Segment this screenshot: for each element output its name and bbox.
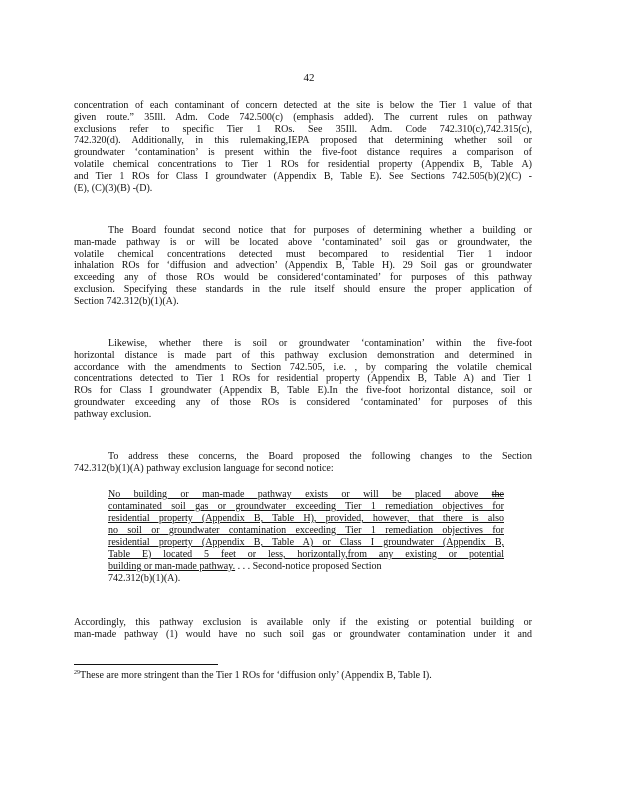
footnote-text: These are more stringent than the Tier 1 ROs for ‘diffusion only’ (Appendix B, Table I). <box>80 670 432 681</box>
p3-line: horizontal distance is made part of this pathway exclusion demonstration and determined in <box>74 349 532 361</box>
paragraph-4 <box>74 451 532 475</box>
p1-line: 742.320(d). Additionally, in this rulemaking,IEPA proposed that determining whether soil or <box>74 135 532 147</box>
p3-line: concentrations detected to Tier 1 ROs for residential property (Appendix B, Table A) and Tier 1 <box>74 373 532 385</box>
quote-line: residential property (Appendix B, Table H), provided, however, that there is also <box>108 513 504 524</box>
quote-citation: . . . Second-notice proposed Section <box>235 561 382 572</box>
p5-line: man-made pathway (1) would have no such soil gas or groundwater contamination under it and <box>74 628 532 640</box>
page-number: 42 <box>303 72 315 84</box>
quote-line <box>108 489 504 501</box>
quote-line: 742.312(b)(1)(A). <box>108 573 181 584</box>
footnote <box>74 670 432 681</box>
p2-line: exclusion. Specifying these standards in the rule itself should ensure the proper application of <box>74 283 532 295</box>
p2-line: The Board foundat second notice that for purposes of determining whether a building or <box>108 225 532 236</box>
p1-line: exclusions refer to specific Tier 1 ROs. See 35Ill. Adm. Code 742.310(c),742.315(c), <box>74 123 532 135</box>
p1-line: volatile chemical concentrations to Tier 1 ROs for residential property (Appendix B, Table A) <box>74 158 532 170</box>
p3-line: accordance with the amendments to Section 742.505, i.e. , by comparing the volatile chemical <box>74 361 532 373</box>
quote-line: Table E) located 5 feet or less, horizontally,from any existing or potential <box>108 549 504 560</box>
paragraph-5 <box>74 617 532 641</box>
p2-line: exceeding any of those ROs would be considered‘contaminated’ for purposes of this pathway <box>74 272 532 284</box>
p2-line: man-made pathway is or will be located above ‘contaminated’ soil gas or groundwater, the <box>74 236 532 248</box>
footnote-mark: 29 <box>74 670 80 676</box>
p1-line: given route.” 35Ill. Adm. Code 742.500(c) (emphasis added). The current rules on pathway <box>74 111 532 123</box>
p4-line: 742.312(b)(1)(A) pathway exclusion language for second notice: <box>74 462 334 474</box>
p1-line: and Tier 1 ROs for Class I groundwater (Appendix B, Table E). See Sections 742.505(b)(2)(C) - <box>74 170 532 182</box>
struck-text: the <box>491 489 504 500</box>
quote-line: residential property (Appendix B, Table A) or Class I groundwater (Appendix B, <box>108 537 504 548</box>
p3-line: ROs for Class I groundwater (Appendix B, Table E).In the five-foot horizontal distance, soil or <box>74 385 532 397</box>
p1-line: concentration of each contaminant of concern detected at the site is below the Tier 1 value of that <box>74 100 532 111</box>
quote-line: no soil or groundwater contamination exceeding Tier 1 remediation objectives for <box>108 525 504 536</box>
p2-line: Section 742.312(b)(1)(A). <box>74 295 179 307</box>
quote-line: contaminated soil gas or groundwater exceeding Tier 1 remediation objectives for <box>108 501 504 512</box>
p2-line: volatile chemical concentrations detected must becompared to residential Tier 1 indoor <box>74 248 532 260</box>
p1-line: groundwater ‘contamination’ is present within the five-foot distance requires a comparison of <box>74 147 532 159</box>
paragraph-3 <box>74 338 532 421</box>
p5-line: Accordingly, this pathway exclusion is available only if the existing or potential building or <box>74 617 532 628</box>
quote-text: building or man-made pathway. <box>108 561 236 572</box>
p3-line: Likewise, whether there is soil or groundwater ‘contamination’ within the five-foot <box>108 338 532 349</box>
paragraph-2 <box>74 225 532 308</box>
p3-line: pathway exclusion. <box>74 408 152 420</box>
footnote-divider <box>74 664 218 665</box>
p1-line: (E), (C)(3)(B) -(D). <box>74 182 153 194</box>
quote-text: No building or man-made pathway exists or will be placed above <box>108 489 492 500</box>
paragraph-1 <box>74 100 532 194</box>
quote-line <box>108 561 504 573</box>
p4-line: To address these concerns, the Board proposed the following changes to the Section <box>108 451 532 462</box>
p2-line: inhalation ROs for ‘diffusion and advection’ (Appendix B, Table H). 29 Soil gas or groundwater <box>74 260 532 272</box>
block-quote <box>108 489 504 585</box>
p3-line: groundwater exceeding any of those ROs is considered ‘contaminated’ for purposes of this <box>74 396 532 408</box>
